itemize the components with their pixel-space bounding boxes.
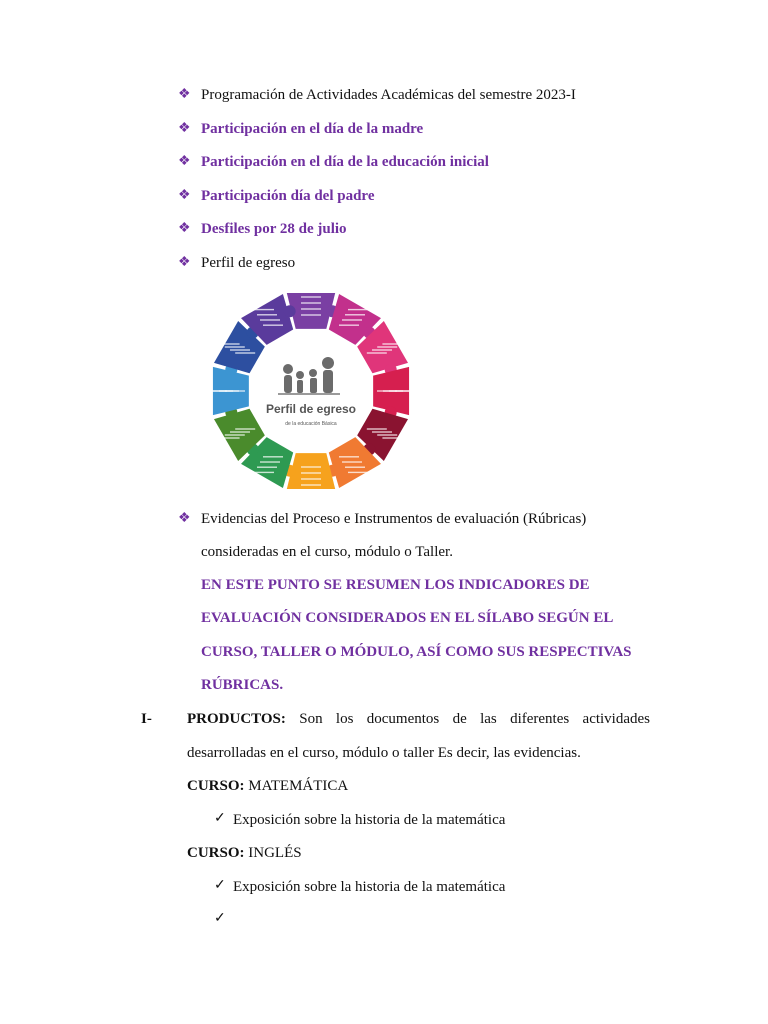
evidence-note-line: CURSO, TALLER O MÓDULO, ASÍ COMO SUS RESPECTIVAS [201, 644, 632, 660]
evidence-note-line: RÚBRICAS. [201, 677, 284, 693]
evidence-line-2: consideradas en el curso, módulo o Taller. [201, 544, 453, 560]
bullet-text: Perfil de egreso [201, 255, 296, 271]
course-heading [187, 846, 302, 861]
section-numeral: I- [141, 711, 152, 727]
puzzle-segment-text-line [235, 428, 255, 429]
puzzle-segment-text-line [339, 324, 359, 325]
puzzle-segment-text-line [260, 461, 280, 462]
puzzle-segment-text-line [382, 437, 402, 438]
puzzle-segment-text-line [301, 296, 321, 297]
check-icon: ✓ [214, 811, 226, 826]
puzzle-segment-text-line [301, 302, 321, 303]
bullet-diamond-icon: ❖ [178, 87, 191, 102]
course-item: Exposición sobre la historia de la matemática [233, 812, 506, 828]
puzzle-segment-text-line [263, 324, 283, 325]
bullet-text: Desfiles por 28 de julio [201, 221, 347, 237]
figure-subtitle: de la educación Básica [285, 421, 337, 427]
puzzle-segment-text-line [372, 349, 392, 350]
puzzle-segment-text-line [235, 352, 255, 353]
puzzle-knob [284, 305, 296, 317]
puzzle-segment-text-line [342, 461, 362, 462]
puzzle-segment-text-line [395, 390, 415, 391]
bullet-diamond-icon: ❖ [178, 188, 191, 203]
puzzle-segment-text-line [254, 472, 274, 473]
course-item: Exposición sobre la historia de la matemática [233, 879, 506, 895]
puzzle-segment-text-line [367, 352, 387, 353]
course-name: MATEMÁTICA [248, 778, 349, 794]
products-label: PRODUCTOS: [187, 711, 286, 727]
puzzle-segment-text-line [342, 319, 362, 320]
puzzle-segment-text-line [301, 308, 321, 309]
bullet-text: Programación de Actividades Académicas del semestre 2023-I [201, 87, 576, 103]
puzzle-segment-text-line [220, 437, 240, 438]
puzzle-segment-text-line [263, 456, 283, 457]
figure-title: Perfil de egreso [265, 402, 357, 416]
puzzle-segment-text-line [220, 343, 240, 344]
check-icon: ✓ [214, 911, 226, 926]
puzzle-segment-text-line [257, 314, 277, 315]
puzzle-segment-text-line [301, 478, 321, 479]
puzzle-segment-text-line [260, 319, 280, 320]
puzzle-segment-text-line [348, 472, 368, 473]
course-label: CURSO: [187, 845, 245, 861]
puzzle-segment-text-line [230, 431, 250, 432]
bullet-diamond-icon: ❖ [178, 511, 191, 526]
puzzle-segment-text-line [367, 428, 387, 429]
puzzle-segment-text-line [301, 472, 321, 473]
bullet-text: Participación en el día de la educación inicial [201, 154, 489, 170]
course-label: CURSO: [187, 778, 245, 794]
perfil-egreso-puzzle-figure [200, 289, 422, 494]
products-line-2: desarrolladas en el curso, módulo o taller Es decir, las evidencias. [187, 745, 581, 761]
puzzle-segment-text-line [225, 346, 245, 347]
products-line-1 [187, 712, 650, 727]
puzzle-segment-text-line [339, 456, 359, 457]
puzzle-segment-text-line [301, 484, 321, 485]
bullet-text: Participación día del padre [201, 188, 375, 204]
puzzle-segment-text-line [382, 343, 402, 344]
bullet-text: Participación en el día de la madre [201, 121, 424, 137]
bullet-diamond-icon: ❖ [178, 121, 191, 136]
evidence-line-1: Evidencias del Proceso e Instrumentos de evaluación (Rúbricas) [201, 511, 587, 527]
puzzle-segment-text-line [207, 390, 227, 391]
course-heading [187, 779, 348, 794]
puzzle-segment-text-line [377, 346, 397, 347]
puzzle-segment-text-line [345, 467, 365, 468]
products-text: Son los documentos de las diferentes actividades [299, 711, 651, 727]
puzzle-segment-text-line [377, 434, 397, 435]
puzzle-segment-text-line [301, 314, 321, 315]
puzzle-segment-text-line [372, 431, 392, 432]
puzzle-segment-text-line [301, 466, 321, 467]
evidence-note-line: EN ESTE PUNTO SE RESUMEN LOS INDICADORES DE [201, 577, 590, 593]
bullet-diamond-icon: ❖ [178, 221, 191, 236]
course-name: INGLÉS [248, 845, 302, 861]
bullet-diamond-icon: ❖ [178, 255, 191, 270]
evidence-note-line: EVALUACIÓN CONSIDERADOS EN EL SÍLABO SEGÚN EL [201, 610, 614, 626]
puzzle-segment-text-line [254, 309, 274, 310]
bullet-diamond-icon: ❖ [178, 154, 191, 169]
puzzle-segment-text-line [345, 314, 365, 315]
puzzle-segment-text-line [225, 434, 245, 435]
check-icon: ✓ [214, 878, 226, 893]
puzzle-segment-text-line [257, 467, 277, 468]
puzzle-segment-text-line [230, 349, 250, 350]
puzzle-segment-text-line [348, 309, 368, 310]
